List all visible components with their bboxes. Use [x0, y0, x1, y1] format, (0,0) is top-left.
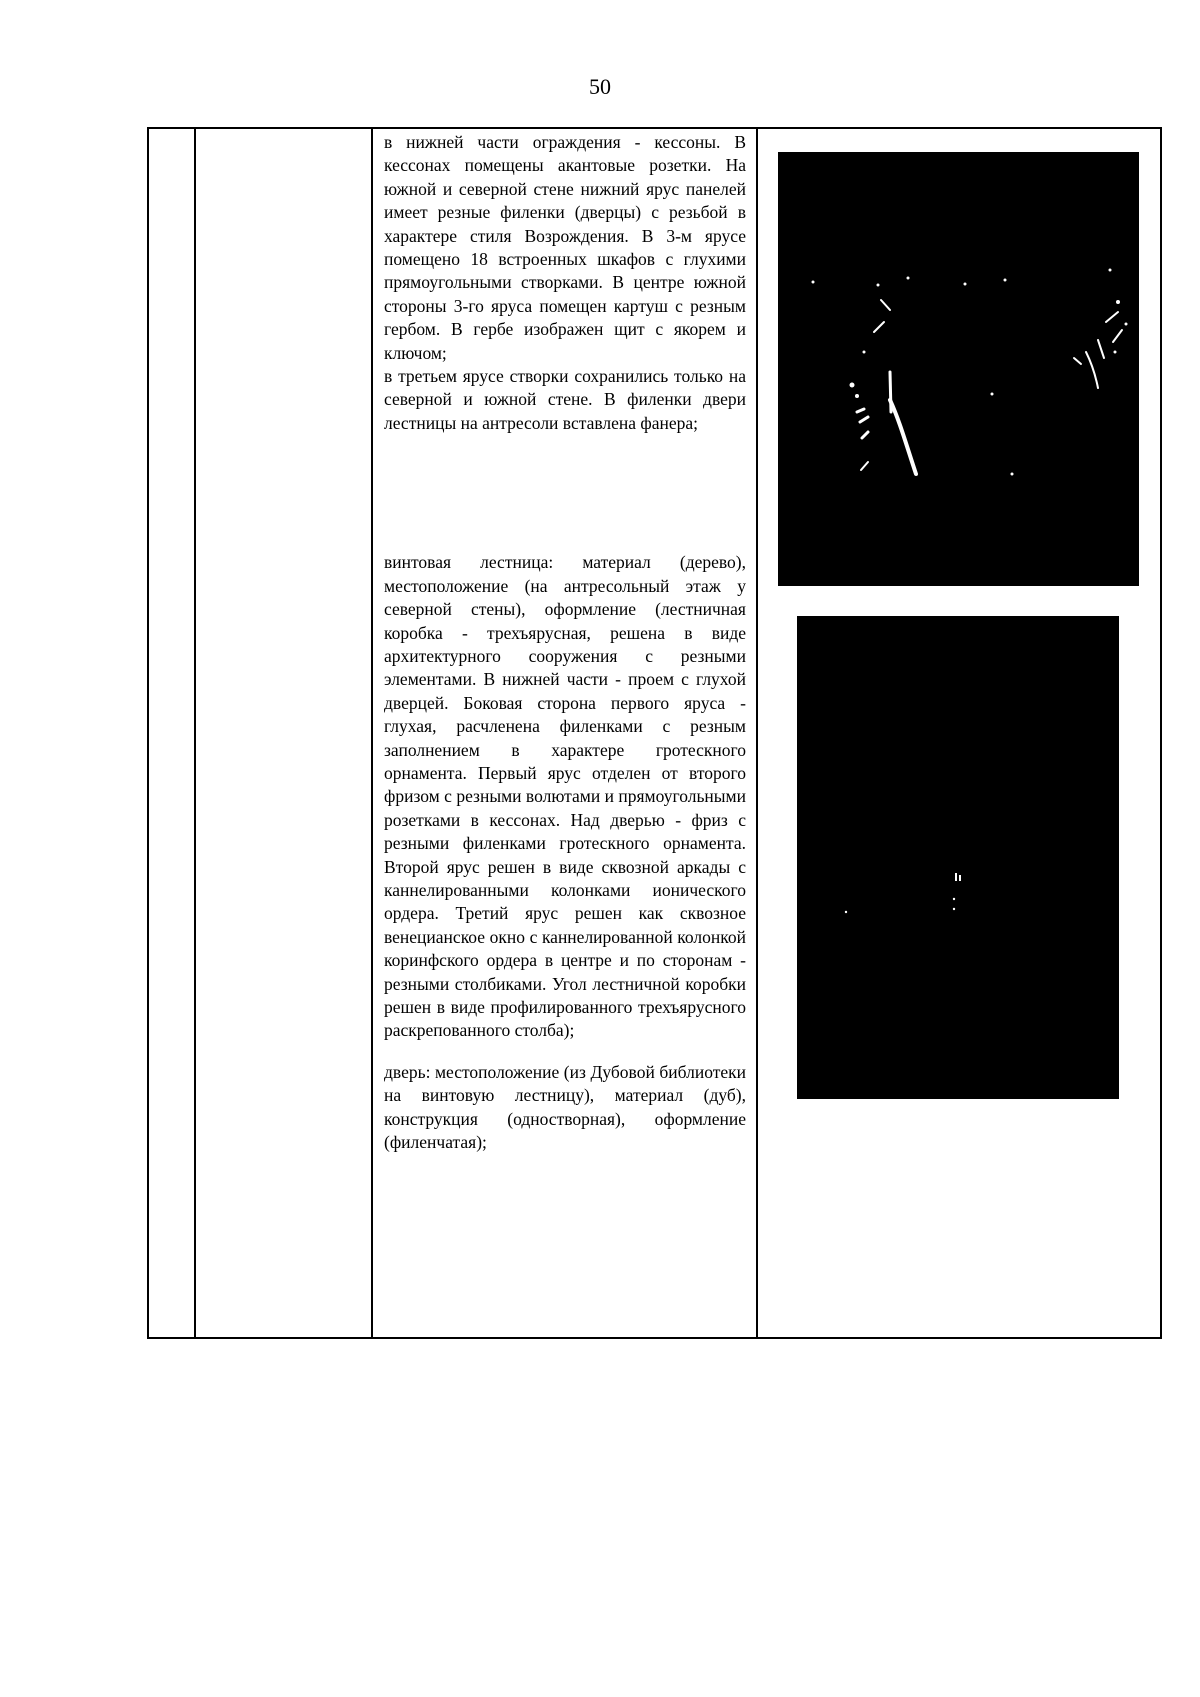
spacer	[384, 1043, 746, 1061]
photo-cell	[757, 128, 1161, 1338]
description-paragraph-4: дверь: местоположение (из Дубовой библиотеки на винтовую лестницу), материал (дуб), конструкция (одностворная), оформление (филенчатая);	[384, 1061, 746, 1153]
description-table	[147, 127, 1162, 1339]
table-row	[148, 128, 1161, 1338]
carved-panel-photo	[778, 152, 1139, 586]
index-cell	[148, 128, 195, 1338]
spiral-staircase-photo	[797, 616, 1119, 1099]
object-name-cell	[195, 128, 372, 1338]
page-number: 50	[589, 74, 611, 99]
spacer	[384, 435, 746, 551]
description-paragraph-1: в нижней части ограждения - кессоны. В кессонах помещены акантовые розетки. На южной и северной стене нижний ярус панелей имеет резные филенки (дверцы) с резьбой в характере стиля Возрождения. В 3-м ярусе помещено 18 встроенных шкафов с глухими прямоугольными створками. В центре южной стороны 3-го яруса помещен картуш с резным гербом. В гербе изображен щит с якорем и ключом;	[384, 132, 746, 363]
description-paragraph-3: винтовая лестница: материал (дерево), местоположение (на антресольный этаж у северной стены), оформление (лестничная коробка - трехъярусная, решена в виде архитектурного сооружения с резными элементами. В нижней части - проем с глухой дверцей. Боковая сторона первого яруса - глухая, расчленена филенками с резным заполнением в характере гротескного орнамента. Первый ярус отделен от второго фризом с резными волютами и прямоугольными розетками в кессонах. Над дверью - фриз с резными филенками гротескного орнамента. Второй ярус решен в виде сквозной аркады с каннелированными колонками ионического ордера. Третий ярус решен как сквозное венецианское окно с каннелированной колонкой коринфского ордера в центре и по сторонам - резными столбиками. Угол лестничной коробки решен в виде профилированного трехъярусного раскрепованного столба);	[384, 552, 746, 1041]
spiral-staircase-photo-graphic	[797, 616, 1119, 1099]
description-paragraph-2: в третьем ярусе створки сохранились только на северной и южной стене. В филенки двери лестницы на антресоли вставлена фанера;	[384, 366, 746, 433]
carved-panel-photo-graphic	[778, 152, 1139, 586]
description-cell	[372, 128, 757, 1338]
